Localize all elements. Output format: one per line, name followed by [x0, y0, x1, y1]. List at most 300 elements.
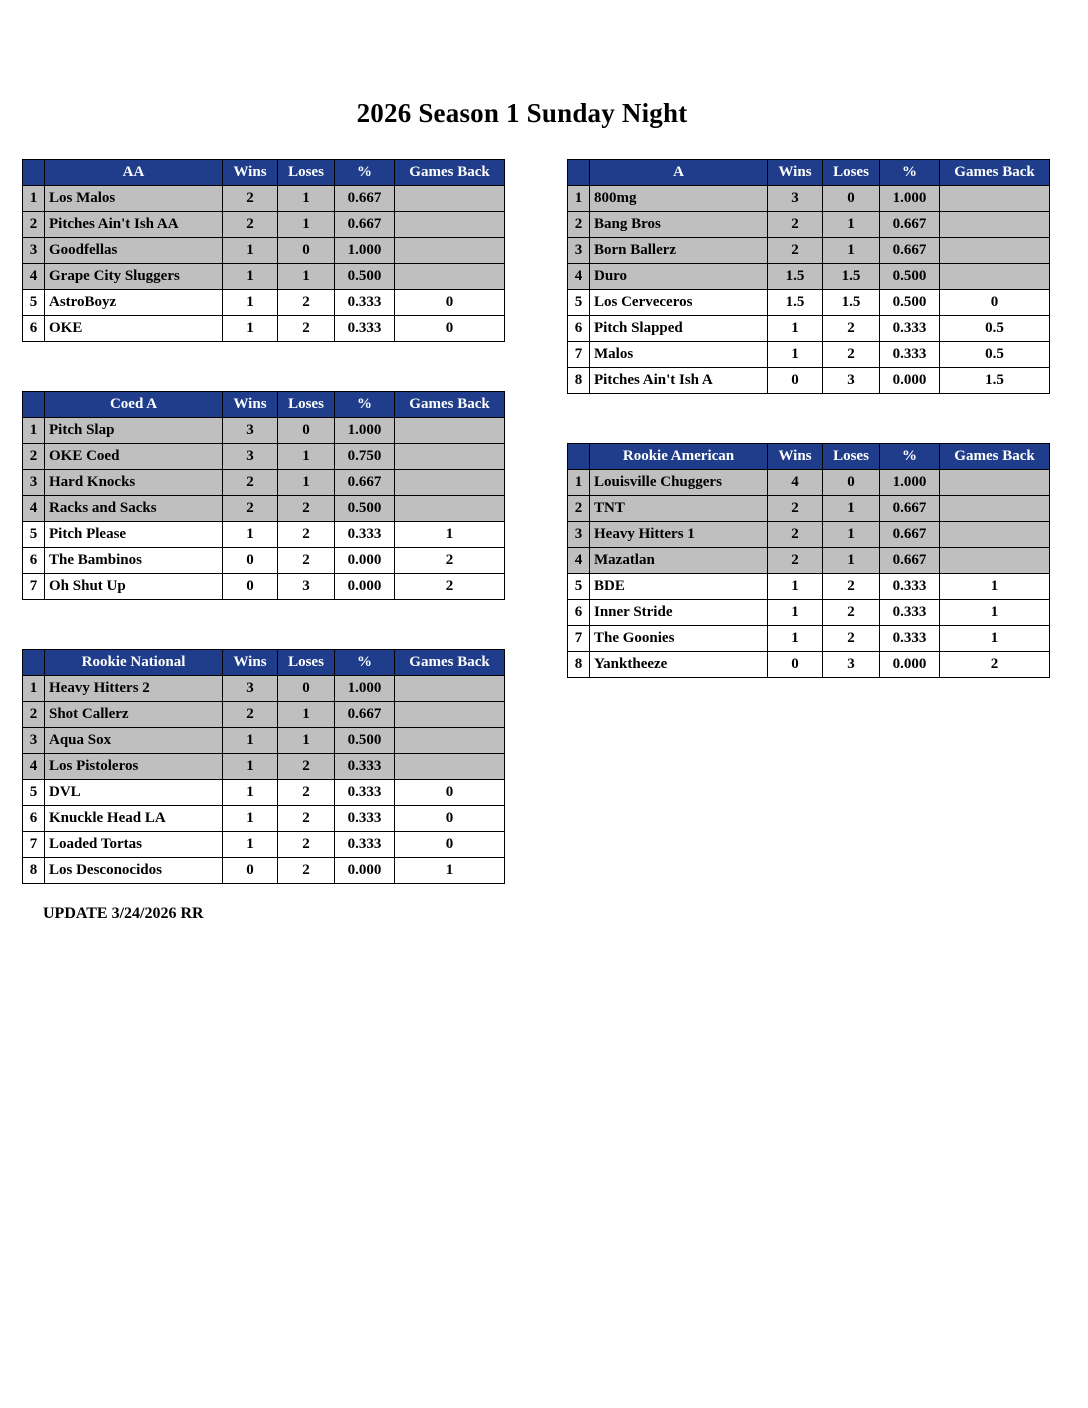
- column-header: Loses: [823, 444, 880, 470]
- wins-cell: 1: [223, 290, 278, 316]
- column-header: Loses: [823, 160, 880, 186]
- games-back-cell: [395, 238, 505, 264]
- games-back-cell: [940, 470, 1050, 496]
- loses-cell: 2: [278, 316, 335, 342]
- team-row: [568, 626, 1050, 652]
- games-back-cell: [940, 238, 1050, 264]
- column-header: Loses: [278, 392, 335, 418]
- games-back-cell: [940, 186, 1050, 212]
- games-back-cell: [395, 444, 505, 470]
- loses-cell: 1: [278, 212, 335, 238]
- rank-cell: 1: [568, 470, 590, 496]
- team-name-cell: AstroBoyz: [45, 290, 223, 316]
- loses-cell: 2: [278, 754, 335, 780]
- column-header: Games Back: [395, 160, 505, 186]
- pct-cell: 0.500: [880, 290, 940, 316]
- team-row: [568, 290, 1050, 316]
- rank-cell: 8: [568, 368, 590, 394]
- loses-cell: 1.5: [823, 290, 880, 316]
- games-back-cell: [395, 264, 505, 290]
- team-row: [23, 574, 505, 600]
- wins-cell: 1: [768, 600, 823, 626]
- team-name-cell: Pitch Slap: [45, 418, 223, 444]
- team-row: [23, 548, 505, 574]
- pct-cell: 0.000: [880, 368, 940, 394]
- loses-cell: 1.5: [823, 264, 880, 290]
- header-corner-cell: [568, 444, 590, 470]
- games-back-cell: 0: [395, 832, 505, 858]
- loses-cell: 2: [823, 626, 880, 652]
- wins-cell: 0: [768, 652, 823, 678]
- column-header: Wins: [768, 444, 823, 470]
- header-row: [568, 444, 1050, 470]
- standings-table-a: [567, 159, 1050, 394]
- pct-cell: 0.333: [880, 342, 940, 368]
- games-back-cell: 0.5: [940, 316, 1050, 342]
- games-back-cell: 0: [395, 316, 505, 342]
- standings-table-aa: [22, 159, 505, 342]
- team-row: [568, 652, 1050, 678]
- loses-cell: 1: [278, 728, 335, 754]
- rank-cell: 3: [23, 470, 45, 496]
- team-name-cell: Aqua Sox: [45, 728, 223, 754]
- rank-cell: 6: [23, 316, 45, 342]
- wins-cell: 2: [223, 470, 278, 496]
- games-back-cell: [940, 212, 1050, 238]
- loses-cell: 3: [823, 652, 880, 678]
- loses-cell: 2: [278, 522, 335, 548]
- column-header: %: [335, 160, 395, 186]
- rank-cell: 6: [568, 600, 590, 626]
- loses-cell: 2: [823, 342, 880, 368]
- wins-cell: 1.5: [768, 264, 823, 290]
- games-back-cell: 1: [395, 522, 505, 548]
- standings-table-rookie-national: [22, 649, 505, 884]
- pct-cell: 0.667: [335, 212, 395, 238]
- rank-cell: 7: [568, 626, 590, 652]
- rank-cell: 1: [23, 418, 45, 444]
- wins-cell: 1: [768, 626, 823, 652]
- team-name-cell: Hard Knocks: [45, 470, 223, 496]
- header-row: [23, 650, 505, 676]
- games-back-cell: [940, 548, 1050, 574]
- wins-cell: 1.5: [768, 290, 823, 316]
- wins-cell: 2: [768, 238, 823, 264]
- team-row: [568, 264, 1050, 290]
- wins-cell: 1: [223, 806, 278, 832]
- pct-cell: 0.667: [335, 470, 395, 496]
- loses-cell: 0: [823, 186, 880, 212]
- games-back-cell: 1.5: [940, 368, 1050, 394]
- team-name-cell: Goodfellas: [45, 238, 223, 264]
- pct-cell: 0.333: [335, 316, 395, 342]
- wins-cell: 2: [223, 702, 278, 728]
- team-name-cell: 800mg: [590, 186, 768, 212]
- rank-cell: 5: [568, 290, 590, 316]
- games-back-cell: [395, 496, 505, 522]
- wins-cell: 0: [223, 574, 278, 600]
- rank-cell: 8: [23, 858, 45, 884]
- rank-cell: 2: [23, 212, 45, 238]
- column-header: Games Back: [395, 650, 505, 676]
- loses-cell: 3: [278, 574, 335, 600]
- wins-cell: 2: [223, 186, 278, 212]
- loses-cell: 2: [278, 780, 335, 806]
- rank-cell: 3: [568, 522, 590, 548]
- team-name-cell: OKE Coed: [45, 444, 223, 470]
- rank-cell: 7: [568, 342, 590, 368]
- loses-cell: 2: [278, 806, 335, 832]
- table-title: AA: [45, 160, 223, 186]
- wins-cell: 3: [223, 444, 278, 470]
- column-header: %: [335, 392, 395, 418]
- wins-cell: 3: [223, 418, 278, 444]
- rank-cell: 7: [23, 832, 45, 858]
- rank-cell: 3: [568, 238, 590, 264]
- games-back-cell: [940, 496, 1050, 522]
- pct-cell: 0.750: [335, 444, 395, 470]
- pct-cell: 0.000: [335, 574, 395, 600]
- team-name-cell: OKE: [45, 316, 223, 342]
- wins-cell: 2: [768, 522, 823, 548]
- table-title: Coed A: [45, 392, 223, 418]
- wins-cell: 2: [223, 496, 278, 522]
- column-header: Wins: [223, 160, 278, 186]
- pct-cell: 0.333: [880, 626, 940, 652]
- wins-cell: 2: [223, 212, 278, 238]
- pct-cell: 0.667: [335, 702, 395, 728]
- games-back-cell: 0: [395, 806, 505, 832]
- team-name-cell: Shot Callerz: [45, 702, 223, 728]
- column-header: Wins: [768, 160, 823, 186]
- team-row: [568, 522, 1050, 548]
- wins-cell: 2: [768, 496, 823, 522]
- team-name-cell: Mazatlan: [590, 548, 768, 574]
- team-row: [23, 496, 505, 522]
- pct-cell: 0.333: [335, 806, 395, 832]
- loses-cell: 1: [278, 186, 335, 212]
- rank-cell: 4: [568, 548, 590, 574]
- pct-cell: 0.500: [335, 496, 395, 522]
- team-name-cell: Oh Shut Up: [45, 574, 223, 600]
- pct-cell: 0.333: [335, 754, 395, 780]
- wins-cell: 1: [223, 238, 278, 264]
- loses-cell: 1: [823, 522, 880, 548]
- header-corner-cell: [568, 160, 590, 186]
- team-row: [568, 238, 1050, 264]
- rank-cell: 2: [23, 444, 45, 470]
- loses-cell: 0: [278, 238, 335, 264]
- wins-cell: 1: [223, 832, 278, 858]
- team-row: [568, 342, 1050, 368]
- wins-cell: 1: [223, 522, 278, 548]
- loses-cell: 1: [823, 496, 880, 522]
- team-row: [23, 754, 505, 780]
- team-name-cell: Pitches Ain't Ish A: [590, 368, 768, 394]
- team-row: [23, 212, 505, 238]
- games-back-cell: [395, 186, 505, 212]
- table-title: Rookie National: [45, 650, 223, 676]
- loses-cell: 2: [823, 574, 880, 600]
- games-back-cell: 0: [395, 290, 505, 316]
- pct-cell: 0.000: [335, 858, 395, 884]
- table-title: A: [590, 160, 768, 186]
- team-row: [23, 806, 505, 832]
- loses-cell: 2: [278, 858, 335, 884]
- games-back-cell: [395, 754, 505, 780]
- wins-cell: 0: [223, 548, 278, 574]
- header-row: [568, 160, 1050, 186]
- pct-cell: 0.000: [880, 652, 940, 678]
- header-row: [23, 392, 505, 418]
- rank-cell: 5: [23, 290, 45, 316]
- loses-cell: 1: [823, 212, 880, 238]
- wins-cell: 1: [768, 316, 823, 342]
- wins-cell: 3: [223, 676, 278, 702]
- pct-cell: 1.000: [335, 418, 395, 444]
- wins-cell: 3: [768, 186, 823, 212]
- rank-cell: 6: [23, 548, 45, 574]
- loses-cell: 1: [278, 470, 335, 496]
- games-back-cell: 1: [940, 574, 1050, 600]
- pct-cell: 0.667: [880, 522, 940, 548]
- standings-table-coed-a: [22, 391, 505, 600]
- loses-cell: 2: [823, 600, 880, 626]
- team-row: [23, 290, 505, 316]
- team-row: [568, 574, 1050, 600]
- rank-cell: 5: [23, 522, 45, 548]
- games-back-cell: [395, 676, 505, 702]
- pct-cell: 0.667: [880, 496, 940, 522]
- pct-cell: 0.333: [335, 832, 395, 858]
- team-row: [568, 212, 1050, 238]
- team-name-cell: Los Pistoleros: [45, 754, 223, 780]
- column-header: Loses: [278, 160, 335, 186]
- update-note: UPDATE 3/24/2026 RR: [43, 905, 204, 922]
- team-row: [23, 470, 505, 496]
- loses-cell: 0: [823, 470, 880, 496]
- rank-cell: 6: [568, 316, 590, 342]
- team-row: [23, 858, 505, 884]
- loses-cell: 2: [278, 832, 335, 858]
- wins-cell: 2: [768, 548, 823, 574]
- loses-cell: 2: [278, 290, 335, 316]
- rank-cell: 6: [23, 806, 45, 832]
- team-row: [568, 496, 1050, 522]
- pct-cell: 0.333: [880, 600, 940, 626]
- games-back-cell: 0: [940, 290, 1050, 316]
- rank-cell: 7: [23, 574, 45, 600]
- loses-cell: 3: [823, 368, 880, 394]
- loses-cell: 1: [823, 548, 880, 574]
- header-corner-cell: [23, 650, 45, 676]
- team-row: [23, 238, 505, 264]
- games-back-cell: [395, 470, 505, 496]
- rank-cell: 4: [568, 264, 590, 290]
- loses-cell: 2: [278, 496, 335, 522]
- team-row: [23, 264, 505, 290]
- rank-cell: 4: [23, 496, 45, 522]
- standings-table-rookie-american: [567, 443, 1050, 678]
- team-name-cell: DVL: [45, 780, 223, 806]
- team-name-cell: Heavy Hitters 1: [590, 522, 768, 548]
- wins-cell: 1: [223, 264, 278, 290]
- team-name-cell: The Bambinos: [45, 548, 223, 574]
- header-corner-cell: [23, 160, 45, 186]
- pct-cell: 0.500: [880, 264, 940, 290]
- wins-cell: 0: [768, 368, 823, 394]
- rank-cell: 4: [23, 264, 45, 290]
- pct-cell: 1.000: [335, 238, 395, 264]
- team-row: [23, 444, 505, 470]
- pct-cell: 0.500: [335, 264, 395, 290]
- pct-cell: 0.333: [335, 290, 395, 316]
- team-name-cell: Los Cerveceros: [590, 290, 768, 316]
- pct-cell: 0.333: [880, 316, 940, 342]
- team-name-cell: Born Ballerz: [590, 238, 768, 264]
- team-name-cell: Pitch Please: [45, 522, 223, 548]
- team-name-cell: Duro: [590, 264, 768, 290]
- rank-cell: 1: [568, 186, 590, 212]
- team-row: [568, 368, 1050, 394]
- loses-cell: 1: [278, 444, 335, 470]
- wins-cell: 0: [223, 858, 278, 884]
- team-name-cell: Heavy Hitters 2: [45, 676, 223, 702]
- team-name-cell: Bang Bros: [590, 212, 768, 238]
- column-header: Wins: [223, 650, 278, 676]
- header-row: [23, 160, 505, 186]
- games-back-cell: 2: [395, 548, 505, 574]
- pct-cell: 1.000: [880, 470, 940, 496]
- page-title: 2026 Season 1 Sunday Night: [356, 98, 688, 128]
- rank-cell: 5: [23, 780, 45, 806]
- pct-cell: 0.667: [880, 212, 940, 238]
- games-back-cell: 1: [940, 626, 1050, 652]
- rank-cell: 2: [568, 212, 590, 238]
- team-name-cell: The Goonies: [590, 626, 768, 652]
- wins-cell: 1: [223, 316, 278, 342]
- rank-cell: 3: [23, 728, 45, 754]
- team-row: [23, 832, 505, 858]
- games-back-cell: 0: [395, 780, 505, 806]
- wins-cell: 1: [223, 754, 278, 780]
- rank-cell: 3: [23, 238, 45, 264]
- games-back-cell: 2: [940, 652, 1050, 678]
- wins-cell: 1: [223, 728, 278, 754]
- team-row: [568, 470, 1050, 496]
- team-name-cell: Inner Stride: [590, 600, 768, 626]
- team-name-cell: TNT: [590, 496, 768, 522]
- team-row: [23, 702, 505, 728]
- rank-cell: 1: [23, 186, 45, 212]
- pct-cell: 0.333: [335, 522, 395, 548]
- rank-cell: 8: [568, 652, 590, 678]
- loses-cell: 2: [278, 548, 335, 574]
- wins-cell: 1: [223, 780, 278, 806]
- column-header: Loses: [278, 650, 335, 676]
- column-header: Games Back: [940, 444, 1050, 470]
- wins-cell: 1: [768, 342, 823, 368]
- pct-cell: 0.667: [880, 548, 940, 574]
- team-row: [568, 548, 1050, 574]
- team-row: [568, 316, 1050, 342]
- team-name-cell: Malos: [590, 342, 768, 368]
- table-title: Rookie American: [590, 444, 768, 470]
- team-row: [568, 186, 1050, 212]
- wins-cell: 2: [768, 212, 823, 238]
- rank-cell: 2: [568, 496, 590, 522]
- games-back-cell: 1: [940, 600, 1050, 626]
- rank-cell: 5: [568, 574, 590, 600]
- team-name-cell: Knuckle Head LA: [45, 806, 223, 832]
- games-back-cell: 2: [395, 574, 505, 600]
- column-header: Wins: [223, 392, 278, 418]
- team-name-cell: Grape City Sluggers: [45, 264, 223, 290]
- games-back-cell: 1: [395, 858, 505, 884]
- pct-cell: 0.333: [880, 574, 940, 600]
- team-name-cell: Loaded Tortas: [45, 832, 223, 858]
- team-row: [23, 316, 505, 342]
- column-header: %: [880, 444, 940, 470]
- column-header: %: [335, 650, 395, 676]
- team-name-cell: Pitches Ain't Ish AA: [45, 212, 223, 238]
- team-row: [23, 676, 505, 702]
- games-back-cell: 0.5: [940, 342, 1050, 368]
- loses-cell: 2: [823, 316, 880, 342]
- pct-cell: 0.000: [335, 548, 395, 574]
- team-row: [23, 780, 505, 806]
- loses-cell: 1: [278, 702, 335, 728]
- pct-cell: 0.667: [335, 186, 395, 212]
- games-back-cell: [395, 212, 505, 238]
- column-header: Games Back: [940, 160, 1050, 186]
- column-header: Games Back: [395, 392, 505, 418]
- rank-cell: 4: [23, 754, 45, 780]
- pct-cell: 1.000: [880, 186, 940, 212]
- team-row: [23, 418, 505, 444]
- team-row: [23, 728, 505, 754]
- games-back-cell: [940, 522, 1050, 548]
- loses-cell: 1: [278, 264, 335, 290]
- team-row: [23, 186, 505, 212]
- team-name-cell: Los Malos: [45, 186, 223, 212]
- team-name-cell: Pitch Slapped: [590, 316, 768, 342]
- team-name-cell: Yanktheeze: [590, 652, 768, 678]
- team-row: [23, 522, 505, 548]
- loses-cell: 0: [278, 676, 335, 702]
- header-corner-cell: [23, 392, 45, 418]
- games-back-cell: [395, 418, 505, 444]
- loses-cell: 1: [823, 238, 880, 264]
- team-row: [568, 600, 1050, 626]
- games-back-cell: [940, 264, 1050, 290]
- pct-cell: 1.000: [335, 676, 395, 702]
- pct-cell: 0.500: [335, 728, 395, 754]
- games-back-cell: [395, 702, 505, 728]
- team-name-cell: BDE: [590, 574, 768, 600]
- rank-cell: 1: [23, 676, 45, 702]
- wins-cell: 4: [768, 470, 823, 496]
- pct-cell: 0.667: [880, 238, 940, 264]
- loses-cell: 0: [278, 418, 335, 444]
- rank-cell: 2: [23, 702, 45, 728]
- team-name-cell: Racks and Sacks: [45, 496, 223, 522]
- pct-cell: 0.333: [335, 780, 395, 806]
- wins-cell: 1: [768, 574, 823, 600]
- team-name-cell: Louisville Chuggers: [590, 470, 768, 496]
- team-name-cell: Los Desconocidos: [45, 858, 223, 884]
- column-header: %: [880, 160, 940, 186]
